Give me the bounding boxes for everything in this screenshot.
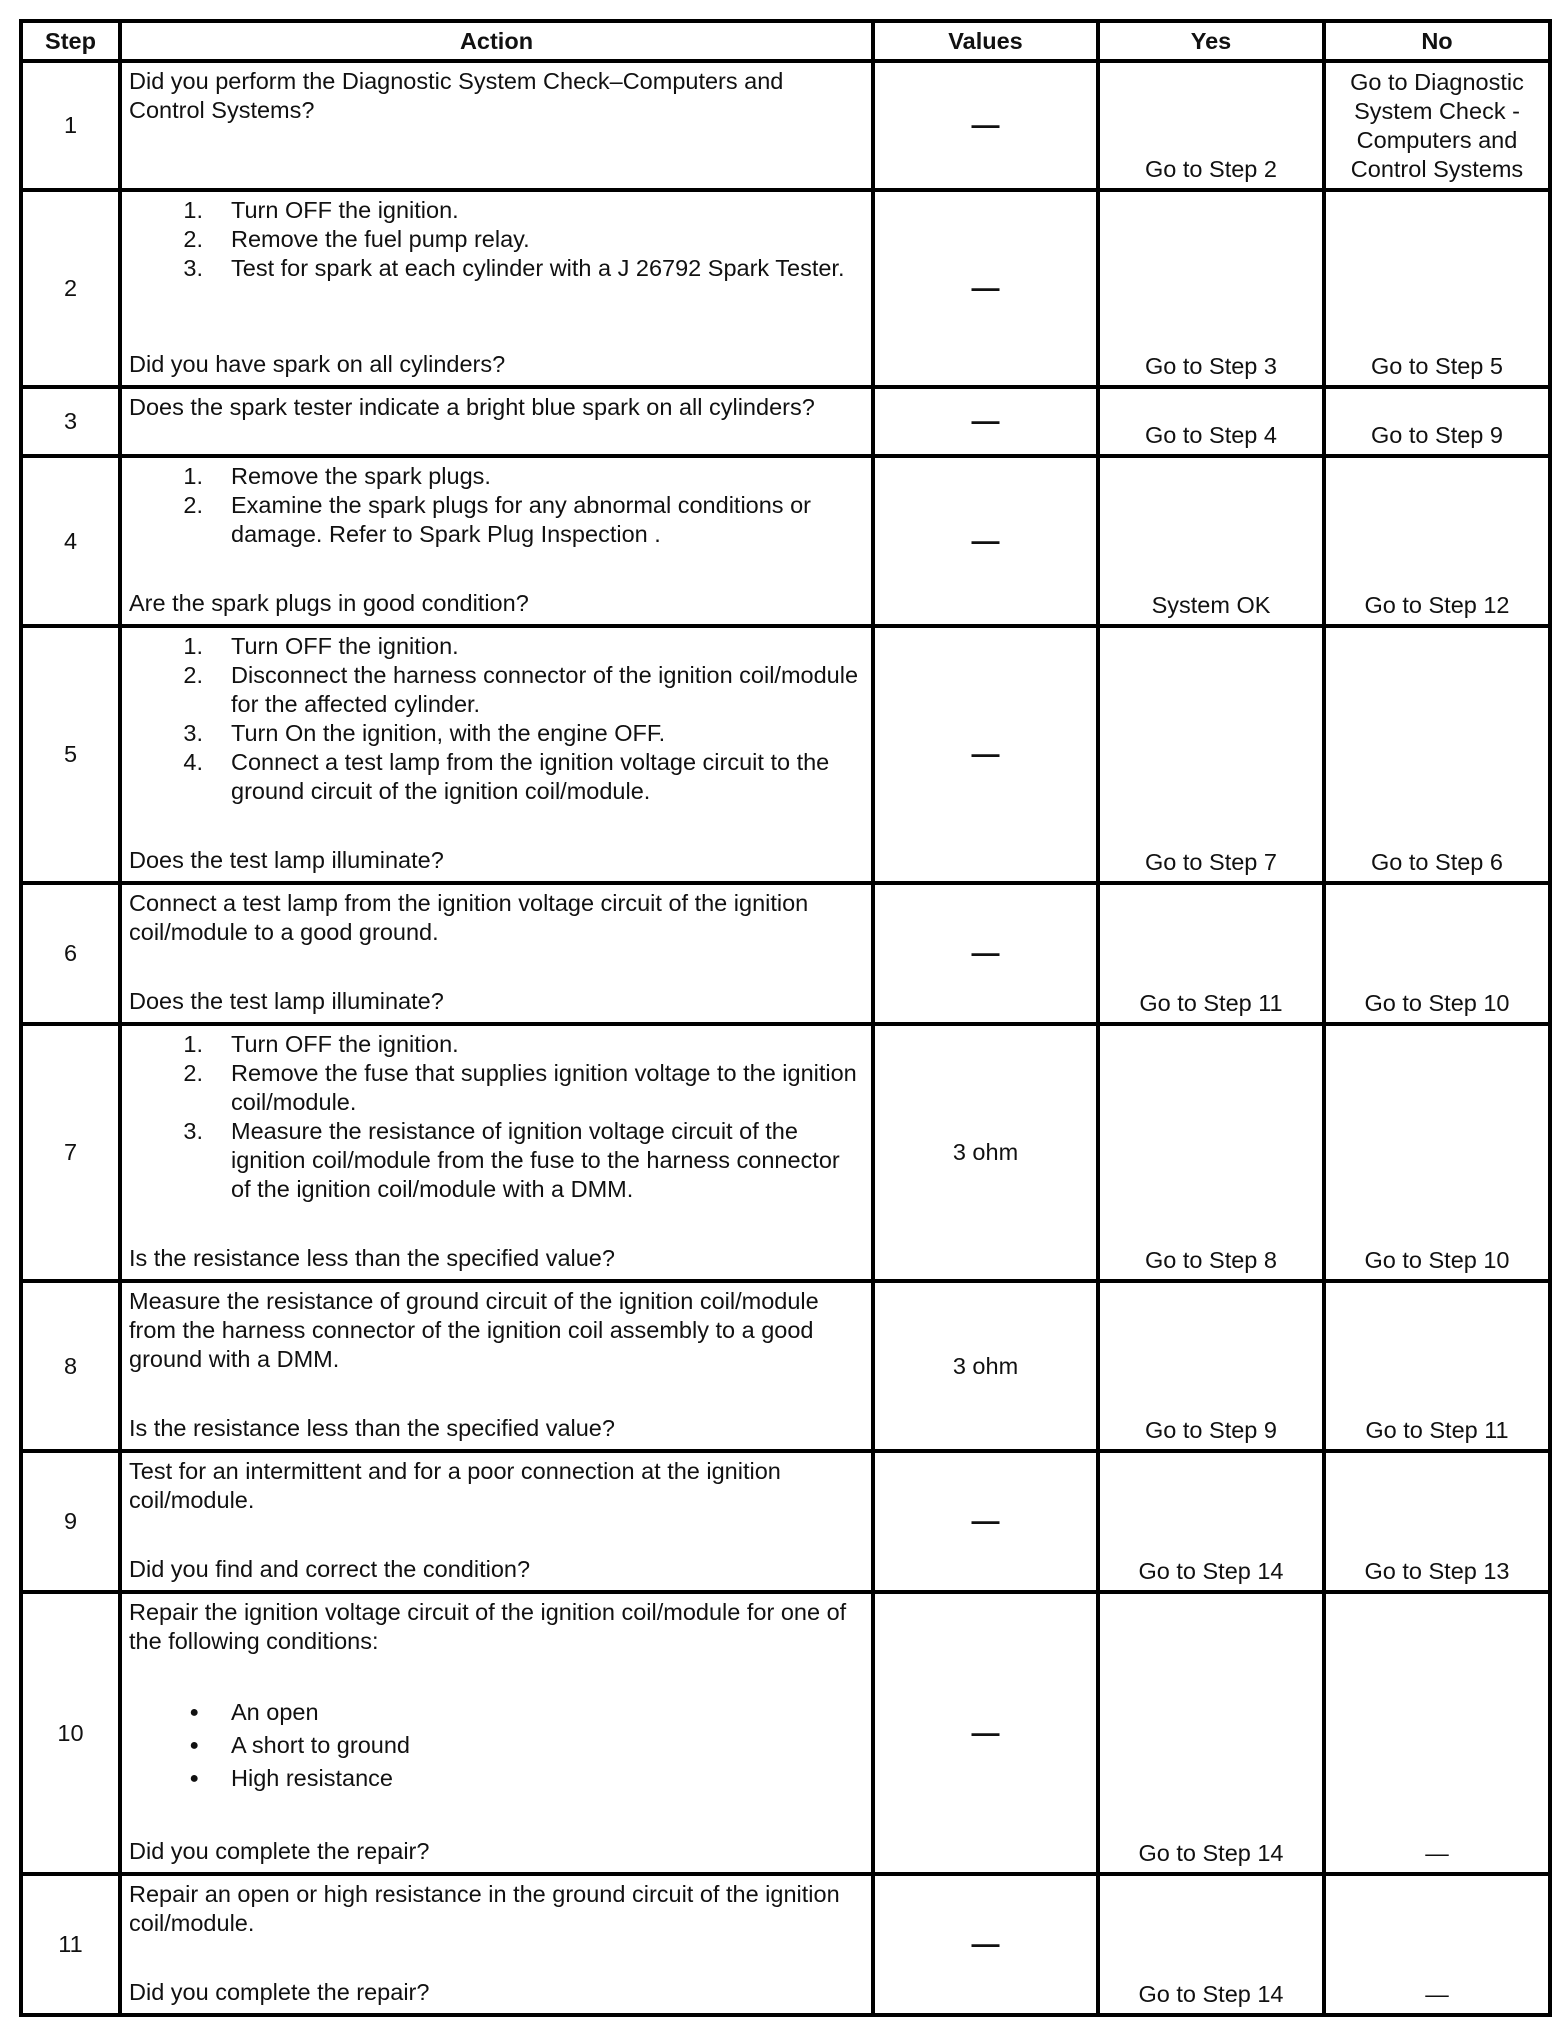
step-number: 2 [21, 190, 120, 387]
action-content [129, 393, 863, 448]
action-step-number: 3. [183, 720, 203, 746]
no-cell: Go to Diagnostic System Check - Computers and Control Systems [1324, 61, 1550, 190]
step-number: 10 [21, 1592, 120, 1874]
action-step-item [129, 225, 863, 254]
action-step-text: Turn OFF the ignition. [231, 633, 459, 659]
action-step-number: 1. [183, 633, 203, 659]
action-step-item [129, 491, 863, 549]
action-content [129, 1880, 863, 2007]
action-cell [120, 1874, 873, 2015]
no-cell: Go to Step 5 [1324, 190, 1550, 387]
action-intro: Connect a test lamp from the ignition voltage circuit of the ignition coil/module to a good ground. [129, 890, 809, 945]
action-body [129, 196, 863, 283]
action-step-text: Disconnect the harness connector of the ignition coil/module for the affected cylinder. [231, 662, 859, 717]
action-step-text: Turn OFF the ignition. [231, 197, 459, 223]
action-content [129, 462, 863, 618]
action-step-text: Test for spark at each cylinder with a J 26792 Spark Tester. [231, 255, 845, 281]
value-text: — [971, 405, 1000, 436]
value-text: 3 ohm [952, 1352, 1019, 1379]
yes-cell: Go to Step 9 [1098, 1281, 1324, 1451]
action-steps-list [129, 196, 863, 283]
no-cell: — [1324, 1874, 1550, 2015]
action-step-number: 1. [183, 197, 203, 223]
header-no: No [1324, 21, 1550, 61]
action-content [129, 1287, 863, 1443]
value-text: — [971, 937, 1000, 968]
action-step-text: Remove the spark plugs. [231, 463, 491, 489]
action-intro: Repair the ignition voltage circuit of the ignition coil/module for one of the following conditions: [129, 1599, 847, 1654]
action-intro: Does the spark tester indicate a bright blue spark on all cylinders? [129, 394, 815, 420]
action-step-text: Connect a test lamp from the ignition voltage circuit to the ground circuit of the ignition coil/module. [231, 749, 830, 804]
action-question: Does the test lamp illuminate? [129, 988, 444, 1014]
action-body [129, 1030, 863, 1204]
value-cell [873, 190, 1098, 387]
condition-item [129, 1729, 863, 1762]
action-body [129, 632, 863, 806]
action-body [129, 1457, 863, 1515]
action-cell [120, 61, 873, 190]
action-step-text: Turn OFF the ignition. [231, 1031, 459, 1057]
table-row [21, 1451, 1550, 1592]
action-step-number: 1. [183, 1031, 203, 1057]
action-body [129, 1598, 863, 1825]
value-cell [873, 61, 1098, 190]
action-content [129, 1457, 863, 1584]
value-text: 3 ohm [952, 1139, 1019, 1165]
yes-cell: System OK [1098, 456, 1324, 626]
action-content [129, 1030, 863, 1273]
action-question: Did you complete the repair? [129, 1979, 430, 2005]
value-text: — [971, 109, 1000, 140]
action-cell [120, 1451, 873, 1592]
yes-cell: Go to Step 14 [1098, 1592, 1324, 1874]
action-cell [120, 1281, 873, 1451]
action-step-item [129, 254, 863, 283]
action-step-item [129, 661, 863, 719]
yes-cell: Go to Step 14 [1098, 1874, 1324, 2015]
step-number: 4 [21, 456, 120, 626]
action-question: Did you find and correct the condition? [129, 1556, 531, 1582]
value-cell [873, 1451, 1098, 1592]
step-number: 5 [21, 626, 120, 883]
value-text: — [971, 1928, 1000, 1959]
condition-item [129, 1696, 863, 1729]
yes-cell: Go to Step 4 [1098, 387, 1324, 456]
action-cell [120, 456, 873, 626]
action-steps-list [129, 462, 863, 549]
action-intro: Did you perform the Diagnostic System Check–Computers and Control Systems? [129, 68, 784, 123]
no-cell: Go to Step 10 [1324, 1024, 1550, 1281]
no-cell: Go to Step 6 [1324, 626, 1550, 883]
no-cell: Go to Step 9 [1324, 387, 1550, 456]
action-step-number: 3. [183, 255, 203, 281]
value-text: — [971, 1716, 1000, 1748]
yes-cell: Go to Step 11 [1098, 883, 1324, 1024]
action-content [129, 67, 863, 182]
step-number: 7 [21, 1024, 120, 1281]
action-body [129, 1880, 863, 1938]
step-number: 1 [21, 61, 120, 190]
step-number: 9 [21, 1451, 120, 1592]
action-body [129, 889, 863, 947]
condition-item [129, 1762, 863, 1795]
table-row [21, 456, 1550, 626]
condition-text: A short to ground [231, 1732, 410, 1758]
action-body [129, 1287, 863, 1374]
no-cell: — [1324, 1592, 1550, 1874]
header-values: Values [873, 21, 1098, 61]
action-body [129, 67, 863, 125]
action-cell [120, 883, 873, 1024]
action-cell [120, 387, 873, 456]
action-question: Is the resistance less than the specified value? [129, 1415, 615, 1441]
value-cell [873, 1024, 1098, 1281]
action-steps-list [129, 1030, 863, 1204]
yes-cell: Go to Step 7 [1098, 626, 1324, 883]
bullet-icon: ● [189, 1704, 199, 1721]
step-number: 6 [21, 883, 120, 1024]
condition-list [129, 1696, 863, 1795]
value-text: — [971, 1505, 1000, 1536]
action-step-text: Remove the fuse that supplies ignition voltage to the ignition coil/module. [231, 1060, 857, 1115]
action-step-number: 2. [183, 1060, 203, 1086]
yes-cell: Go to Step 8 [1098, 1024, 1324, 1281]
table-row [21, 883, 1550, 1024]
action-step-item [129, 1030, 863, 1059]
action-step-text: Remove the fuel pump relay. [231, 226, 530, 252]
table-row [21, 1874, 1550, 2015]
value-text: — [971, 738, 1000, 769]
action-body [129, 462, 863, 549]
condition-text: An open [231, 1699, 319, 1725]
action-content [129, 196, 863, 379]
value-cell [873, 387, 1098, 456]
action-step-number: 2. [183, 492, 203, 518]
action-question: Are the spark plugs in good condition? [129, 590, 529, 616]
action-question: Does the test lamp illuminate? [129, 847, 444, 873]
action-step-text: Turn On the ignition, with the engine OFF. [231, 720, 666, 746]
value-cell [873, 1281, 1098, 1451]
action-content [129, 1598, 863, 1866]
diagnostic-table [19, 19, 1552, 2017]
action-step-item [129, 1117, 863, 1204]
value-cell [873, 883, 1098, 1024]
action-step-text: Measure the resistance of ignition voltage circuit of the ignition coil/module from the fuse to the harness connector of the ignition coil/module with a DMM. [231, 1118, 840, 1202]
yes-cell: Go to Step 2 [1098, 61, 1324, 190]
action-step-text: Examine the spark plugs for any abnormal conditions or damage. Refer to Spark Plug Inspection . [231, 492, 811, 547]
action-content [129, 632, 863, 875]
header-step: Step [21, 21, 120, 61]
action-step-item [129, 196, 863, 225]
action-cell [120, 190, 873, 387]
action-question: Is the resistance less than the specified value? [129, 1245, 615, 1271]
action-cell [120, 1024, 873, 1281]
action-intro: Repair an open or high resistance in the ground circuit of the ignition coil/module. [129, 1881, 840, 1936]
no-cell: Go to Step 13 [1324, 1451, 1550, 1592]
step-number: 8 [21, 1281, 120, 1451]
action-step-number: 2. [183, 226, 203, 252]
bullet-icon: ● [189, 1737, 199, 1754]
table-row [21, 387, 1550, 456]
value-text: — [971, 524, 1000, 556]
action-step-number: 3. [183, 1118, 203, 1144]
table-row [21, 190, 1550, 387]
action-cell [120, 1592, 873, 1874]
value-cell [873, 1592, 1098, 1874]
table-row [21, 1024, 1550, 1281]
yes-cell: Go to Step 14 [1098, 1451, 1324, 1592]
header-action: Action [120, 21, 873, 61]
action-steps-list [129, 632, 863, 806]
action-step-item [129, 632, 863, 661]
action-step-item [129, 719, 863, 748]
action-question: Did you have spark on all cylinders? [129, 351, 506, 377]
value-cell [873, 456, 1098, 626]
table-row [21, 1281, 1550, 1451]
action-step-number: 2. [183, 662, 203, 688]
action-step-item [129, 1059, 863, 1117]
step-number: 11 [21, 1874, 120, 2015]
no-cell: Go to Step 10 [1324, 883, 1550, 1024]
action-intro: Measure the resistance of ground circuit of the ignition coil/module from the harness connector of the ignition coil assembly to a good ground with a DMM. [129, 1288, 819, 1372]
action-content [129, 889, 863, 1016]
header-row [21, 21, 1550, 61]
value-text: — [971, 272, 1000, 303]
value-cell [873, 626, 1098, 883]
action-question: Did you complete the repair? [129, 1838, 430, 1864]
yes-cell: Go to Step 3 [1098, 190, 1324, 387]
action-step-item [129, 748, 863, 806]
value-cell [873, 1874, 1098, 2015]
table-row [21, 61, 1550, 190]
condition-text: High resistance [231, 1765, 393, 1791]
action-cell [120, 626, 873, 883]
table-row [21, 626, 1550, 883]
bullet-icon: ● [189, 1770, 199, 1787]
table-row [21, 1592, 1550, 1874]
no-cell: Go to Step 12 [1324, 456, 1550, 626]
action-intro: Test for an intermittent and for a poor connection at the ignition coil/module. [129, 1458, 781, 1513]
no-cell: Go to Step 11 [1324, 1281, 1550, 1451]
header-yes: Yes [1098, 21, 1324, 61]
step-number: 3 [21, 387, 120, 456]
action-step-number: 1. [183, 463, 203, 489]
action-step-number: 4. [183, 749, 203, 775]
action-body [129, 393, 863, 422]
action-step-item [129, 462, 863, 491]
